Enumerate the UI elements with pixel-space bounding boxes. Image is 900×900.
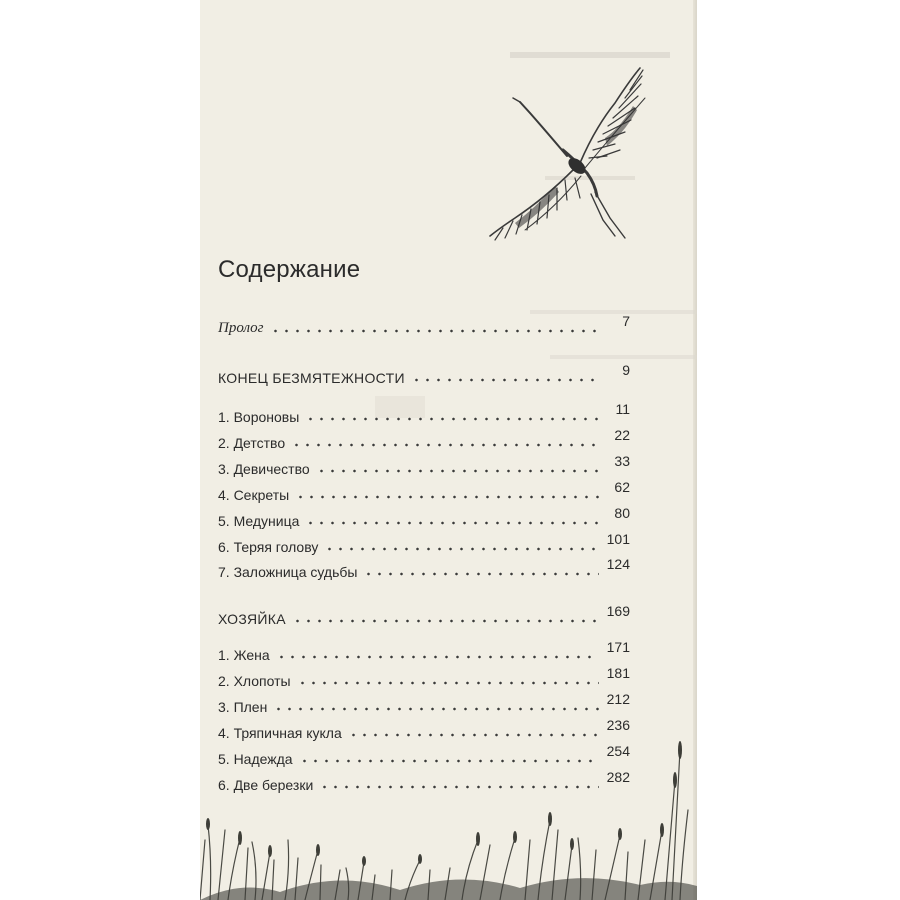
dot-leader bbox=[411, 372, 602, 382]
dot-leader bbox=[292, 613, 599, 623]
toc-entry-label: 6. Теряя голову bbox=[218, 539, 319, 555]
toc-entry-label: 6. Две березки bbox=[218, 777, 314, 793]
dot-leader bbox=[305, 515, 602, 525]
toc-entry[interactable] bbox=[218, 455, 630, 477]
toc-title: Содержание bbox=[218, 256, 361, 283]
toc-entry-label: КОНЕЦ БЕЗМЯТЕЖНОСТИ bbox=[218, 370, 405, 386]
toc-entry-label: 7. Заложница судьбы bbox=[218, 564, 358, 580]
toc-entry-page: 171 bbox=[606, 639, 630, 655]
toc-entry-label: 1. Жена bbox=[218, 647, 270, 663]
toc-entry[interactable] bbox=[218, 403, 630, 425]
toc-entry-page: 282 bbox=[606, 769, 630, 785]
toc-entry-page: 9 bbox=[622, 362, 630, 378]
dot-leader bbox=[297, 675, 599, 685]
toc-entry[interactable] bbox=[218, 429, 630, 451]
grass-illustration bbox=[200, 720, 697, 900]
dot-leader bbox=[363, 566, 598, 576]
toc-entry-label: 5. Медуница bbox=[218, 513, 300, 529]
toc-part-2[interactable] bbox=[218, 605, 630, 627]
toc-entry-page: 62 bbox=[614, 479, 630, 495]
toc-entry[interactable] bbox=[218, 693, 630, 715]
dot-leader bbox=[316, 463, 602, 473]
toc-entry[interactable] bbox=[218, 667, 630, 689]
toc-entry-page: 101 bbox=[606, 531, 630, 547]
toc-entry-page: 254 bbox=[606, 743, 630, 759]
toc-entry[interactable] bbox=[218, 558, 630, 580]
toc-entry-page: 80 bbox=[614, 505, 630, 521]
dot-leader bbox=[276, 649, 599, 659]
toc-entry-label: 4. Тряпичная кукла bbox=[218, 725, 342, 741]
toc-entry-label: Пролог bbox=[218, 320, 264, 336]
toc-entry-page: 169 bbox=[606, 603, 630, 619]
toc-entry[interactable] bbox=[218, 533, 630, 555]
toc-entry-label: 4. Секреты bbox=[218, 487, 290, 503]
dot-leader bbox=[270, 323, 602, 333]
toc-entry-page: 124 bbox=[606, 556, 630, 572]
toc-entry-page: 22 bbox=[614, 427, 630, 443]
toc-entry[interactable] bbox=[218, 641, 630, 663]
dot-leader bbox=[291, 437, 602, 447]
toc-entry-label: ХОЗЯЙКА bbox=[218, 611, 286, 627]
toc-entry-page: 181 bbox=[606, 665, 630, 681]
toc-entry-label: 3. Девичество bbox=[218, 461, 310, 477]
toc-entry-page: 7 bbox=[622, 313, 630, 329]
toc-entry-label: 2. Хлопоты bbox=[218, 673, 291, 689]
toc-entry-page: 236 bbox=[606, 717, 630, 733]
toc-part-1[interactable] bbox=[218, 364, 630, 386]
toc-entry-page: 33 bbox=[614, 453, 630, 469]
toc-entry-label: 5. Надежда bbox=[218, 751, 293, 767]
dot-leader bbox=[295, 489, 602, 499]
toc-entry-label: 3. Плен bbox=[218, 699, 268, 715]
dot-leader bbox=[305, 411, 602, 421]
toc-entry-page: 212 bbox=[606, 691, 630, 707]
toc-entry-label: 1. Вороновы bbox=[218, 409, 300, 425]
toc-entry[interactable] bbox=[218, 481, 630, 503]
toc-entry[interactable] bbox=[218, 507, 630, 529]
dot-leader bbox=[324, 541, 598, 551]
toc-entry-label: 2. Детство bbox=[218, 435, 286, 451]
dot-leader bbox=[273, 701, 598, 711]
book-page bbox=[200, 0, 697, 900]
toc-entry-prologue[interactable] bbox=[218, 315, 630, 337]
toc-entry-page: 11 bbox=[615, 401, 630, 417]
